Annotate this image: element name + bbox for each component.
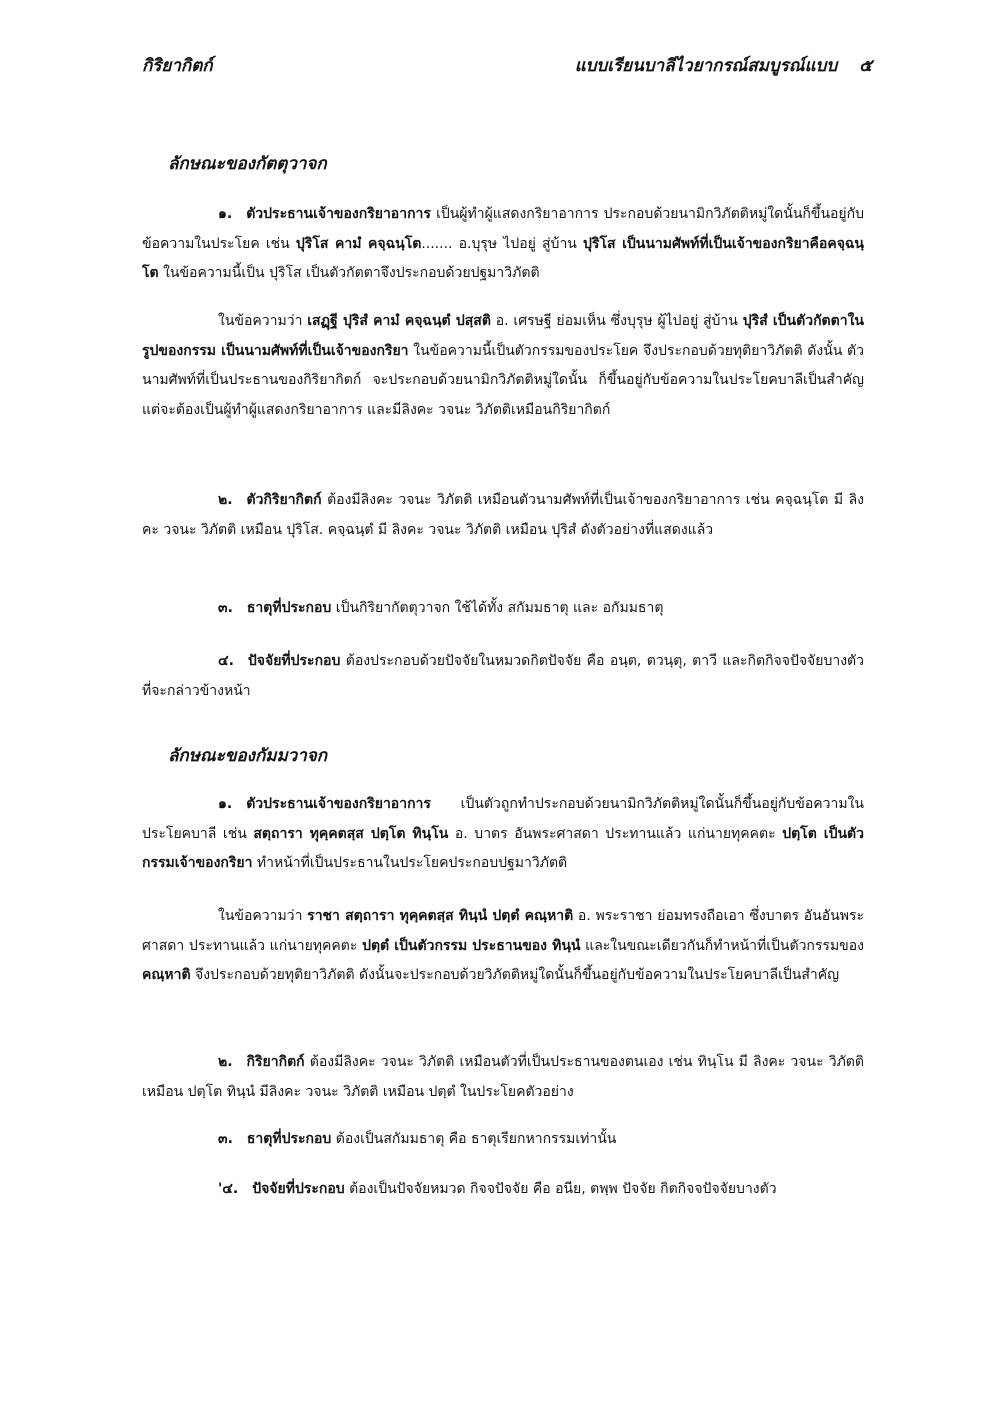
item-heading: ตัวประธานเจ้าของกริยาอาการ <box>246 796 431 812</box>
pali-example: ราชา สตฺถารา ทุคฺคตสฺส ทินฺนํ ปตฺตํ คณฺหาติ <box>307 908 574 924</box>
section-title-kattuvacaka: ลักษณะของกัตตุวาจก <box>168 154 327 174</box>
item-text: จึงประกอบด้วยทุติยาวิภัตติ ดังนั้นจะประกอบด้วยวิภัตติหมู่ใดนั้นก็ขึ้นอยู่กับข้อความในประโยคบาลีเป็นสำคัญ <box>190 967 840 983</box>
emphasis-text: ปตฺโต เป็นตัวกรรมเจ้าของกริยา <box>142 825 864 871</box>
sec1-item-4 <box>142 647 864 706</box>
item-heading: ปัจจัยที่ประกอบ <box>247 653 341 669</box>
pali-example: เสฏฺฐี ปุริสํ คามํ คจฺฉนฺตํ ปสฺสติ <box>307 313 491 329</box>
item-text: ในข้อความว่า <box>218 908 308 924</box>
page-header <box>142 52 872 82</box>
item-heading: ธาตุที่ประกอบ <box>246 1131 332 1147</box>
item-heading: ปัจจัยที่ประกอบ <box>252 1181 345 1197</box>
item-text: อ. บาตร อันพระศาสดา ประทานแล้ว แก่นายทุคคตะ <box>448 825 783 842</box>
sec2-item-4 <box>142 1175 864 1205</box>
page-number: ๕ <box>859 56 872 76</box>
item-number: ๓. <box>218 600 233 616</box>
emphasis-text: ปตฺตํ เป็นตัวกรรม ประธานของ ทินฺนํ <box>362 937 581 954</box>
item-number: ๔. <box>218 653 234 669</box>
sec2-example-paragraph <box>142 902 864 991</box>
item-text: ในข้อความว่า <box>218 313 308 329</box>
item-number: ๑. <box>218 206 233 222</box>
item-text: ต้องเป็นสกัมมธาตุ คือ ธาตุเรียกหากรรมเท่านั้น <box>331 1131 617 1147</box>
sec1-example-paragraph <box>142 307 864 425</box>
item-number: ๑. <box>218 796 233 812</box>
item-number: ๔. <box>222 1181 239 1197</box>
stray-mark: ' <box>218 1181 223 1197</box>
sec1-item-3 <box>142 594 864 624</box>
header-chapter-title: กิริยากิตก์ <box>142 56 213 76</box>
item-text: ต้องมีลิงคะ วจนะ วิภัตติ เหมือนตัวนามศัพท์ที่เป็นเจ้าของกริยาอาการ เช่น คจฺฉนฺโต มี ลิงคะ วจนะ วิภัตติ เหมือน ปุริโส. คจฺฉนฺตํ มี ลิงคะ วจนะ วิภัตติ เหมือน ปุริสํ ดังตัวอย่างที่แสดงแล้ว <box>142 492 864 538</box>
item-number: ๒. <box>218 1054 233 1070</box>
header-book-title <box>575 52 872 79</box>
sec1-item-2 <box>142 486 864 545</box>
sec2-item-3 <box>142 1125 864 1155</box>
item-number: ๓. <box>218 1131 233 1147</box>
item-text: ต้องเป็นปัจจัยหมวด กิจจปัจจัย คือ อนีย, ตพฺพ ปัจจัย กิตกิจจปัจจัยบางตัว <box>344 1181 777 1197</box>
emphasis-text: ปุริโส เป็นนามศัพท์ที่เป็นเจ้าของกริยาคือคจฺฉนฺโต <box>142 235 864 281</box>
item-text: เป็นตัวถูกทำประกอบด้วยนามิกวิภัตติหมู่ใดนั้นก็ขึ้นอยู่กับข้อความในประโยคบาลี เช่น <box>142 796 864 842</box>
header-book-name: แบบเรียนบาลีไวยากรณ์สมบูรณ์แบบ <box>574 56 838 76</box>
item-heading: ธาตุที่ประกอบ <box>246 600 332 616</box>
item-text: เป็นกิริยากัตตุวาจก ใช้ได้ทั้ง สกัมมธาตุ และ อกัมมธาตุ <box>331 600 664 616</box>
item-text: ต้องประกอบด้วยปัจจัยในหมวดกิตปัจจัย คือ อนฺต, ตวนฺตุ, ตาวี และกิตกิจจปัจจัยบางตัว ที่จะกล่าวข้างหน้า <box>142 653 864 699</box>
item-text: เป็นผู้ทำผู้แสดงกริยาอาการ ประกอบด้วยนามิกวิภัตติหมู่ใดนั้นก็ขึ้นอยู่กับข้อความในประโยค เช่น <box>142 206 864 252</box>
item-text: อ. เศรษฐี ย่อมเห็น ซึ่งบุรุษ ผู้ไปอยู่ สู่บ้าน <box>490 313 743 329</box>
item-text: อ. พระราชา ย่อมทรงถือเอา ซึ่งบาตร อันอันพระศาสดา ประทานแล้ว แก่นายทุคคตะ <box>142 908 865 954</box>
sec2-item-1 <box>142 790 864 879</box>
item-number: ๒. <box>218 492 233 508</box>
item-text: ในข้อความนี้เป็น ปุริโส เป็นตัวกัตตาจึงประกอบด้วยปฐมาวิภัตติ <box>158 265 540 281</box>
item-text: ทำหน้าที่เป็นประธานในประโยคประกอบปฐมาวิภัตติ <box>252 855 568 871</box>
item-text: และในขณะเดียวกันก็ทำหน้าที่เป็นตัวกรรมของ <box>580 937 864 954</box>
item-text: ในข้อความนี้เป็นตัวกรรมของประโยค จึงประกอบด้วยทุติยาวิภัตติ ดังนั้น ตัวนามศัพท์ที่เป็นประธานของกิริยากิตก์ จะประกอบด้วยนามิกวิภัตติหมู่ใดนั้น ก็ขึ้นอยู่กับข้อความในประโยคบาลีเป็นสำคัญ แต่จะต้องเป็นผู้ทำผู้แสดงกริยาอาการ และมีลิงคะ วจนะ วิภัตติเหมือนกิริยากิตก์ <box>142 342 864 418</box>
item-heading: ตัวประธานเจ้าของกริยาอาการ <box>246 206 431 222</box>
emphasis-text: คณฺหาติ <box>142 967 191 983</box>
item-heading: ตัวกิริยากิตก์ <box>246 492 322 508</box>
sec1-item-1 <box>142 200 864 289</box>
emphasis-text: ปุริสํ เป็นตัวกัตตาในรูปของกรรม เป็นนามศัพท์ที่เป็นเจ้าของกริยา <box>142 313 865 359</box>
pali-example: ปุริโส คามํ คจฺฉนฺโต <box>295 235 422 252</box>
section-title-kammavacaka: ลักษณะของกัมมวาจก <box>168 746 328 766</box>
item-heading: กิริยากิตก์ <box>246 1054 305 1070</box>
item-text: ....... อ.บุรุษ ไปอยู่ สู่บ้าน <box>421 235 584 252</box>
item-text: ต้องมีลิงคะ วจนะ วิภัตติ เหมือนตัวที่เป็นประธานของตนเอง เช่น ทินฺโน มี ลิงคะ วจนะ วิภัตติ เหมือน ปตฺโต ทินฺนํ มีลิงคะ วจนะ วิภัตติ เหมือน ปตฺตํ ในประโยคตัวอย่าง <box>142 1054 864 1100</box>
sec2-item-2 <box>142 1048 864 1107</box>
pali-example: สตฺถารา ทุคฺคตสฺส ปตฺโต ทินฺโน <box>253 825 449 842</box>
